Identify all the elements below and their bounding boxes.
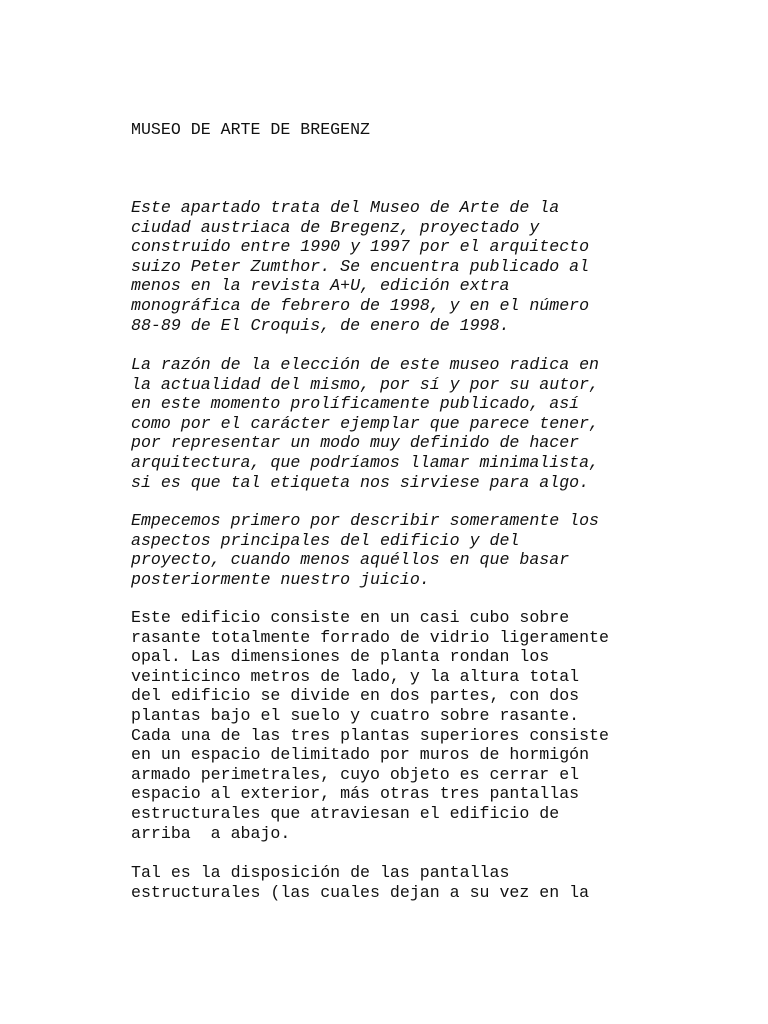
text-line: en este momento prolíficamente publicado, así [131, 394, 580, 414]
text-line: la actualidad del mismo, por sí y por su autor, [131, 374, 600, 394]
text-line: del edificio se divide en dos partes, con dos [131, 686, 580, 706]
text-line: ciudad austriaca de Bregenz, proyectado y [131, 217, 540, 237]
text-line: rasante totalmente forrado de vidrio ligeramente [131, 627, 609, 647]
text-line: aspectos principales del edificio y del [131, 530, 520, 550]
text-line: por representar un modo muy definido de hacer [131, 433, 580, 453]
text-line: arquitectura, que podríamos llamar minimalista, [131, 452, 600, 472]
text-line: armado perimetrales, cuyo objeto es cerrar el [131, 764, 580, 784]
text-line: Empecemos primero por describir someramente los [131, 511, 600, 530]
text-line: Tal es la disposición de las pantallas [131, 863, 510, 882]
text-line: estructurales (las cuales dejan a su vez en la [131, 882, 590, 902]
text-line: si es que tal etiqueta nos sirviese para algo. [131, 472, 590, 492]
text-line: monográfica de febrero de 1998, y en el número [131, 295, 590, 315]
text-line: construido entre 1990 y 1997 por el arquitecto [131, 237, 590, 257]
text-line: veinticinco metros de lado, y la altura total [131, 666, 580, 686]
paragraph-method [131, 511, 599, 589]
text-line: como por el carácter ejemplar que parece tener, [131, 413, 600, 433]
text-line: estructurales que atraviesan el edificio de [131, 803, 560, 823]
text-line: posteriormente nuestro juicio. [131, 569, 430, 589]
text-line: Este apartado trata del Museo de Arte de la [131, 198, 560, 217]
text-line: Cada una de las tres plantas superiores consiste [131, 725, 609, 745]
text-line: arriba a abajo. [131, 823, 291, 843]
paragraph-introduction [131, 198, 589, 335]
text-line: suizo Peter Zumthor. Se encuentra publicado al [131, 256, 590, 276]
text-line: en un espacio delimitado por muros de hormigón [131, 745, 590, 765]
paragraph-reason [131, 355, 599, 492]
text-line: menos en la revista A+U, edición extra [131, 276, 510, 296]
text-line: La razón de la elección de este museo radica en [131, 355, 600, 374]
text-line: Este edificio consiste en un casi cubo sobre [131, 608, 570, 627]
text-line: opal. Las dimensiones de planta rondan los [131, 647, 550, 667]
text-line: espacio al exterior, más otras tres pantallas [131, 784, 580, 804]
text-line: 88-89 de El Croquis, de enero de 1998. [131, 315, 510, 335]
text-line: plantas bajo el suelo y cuatro sobre rasante. [131, 705, 580, 725]
paragraph-structural-screens [131, 863, 589, 902]
paragraph-building-description [131, 608, 609, 843]
text-line: proyecto, cuando menos aquéllos en que basar [131, 550, 570, 570]
document-title: MUSEO DE ARTE DE BREGENZ [131, 120, 370, 139]
